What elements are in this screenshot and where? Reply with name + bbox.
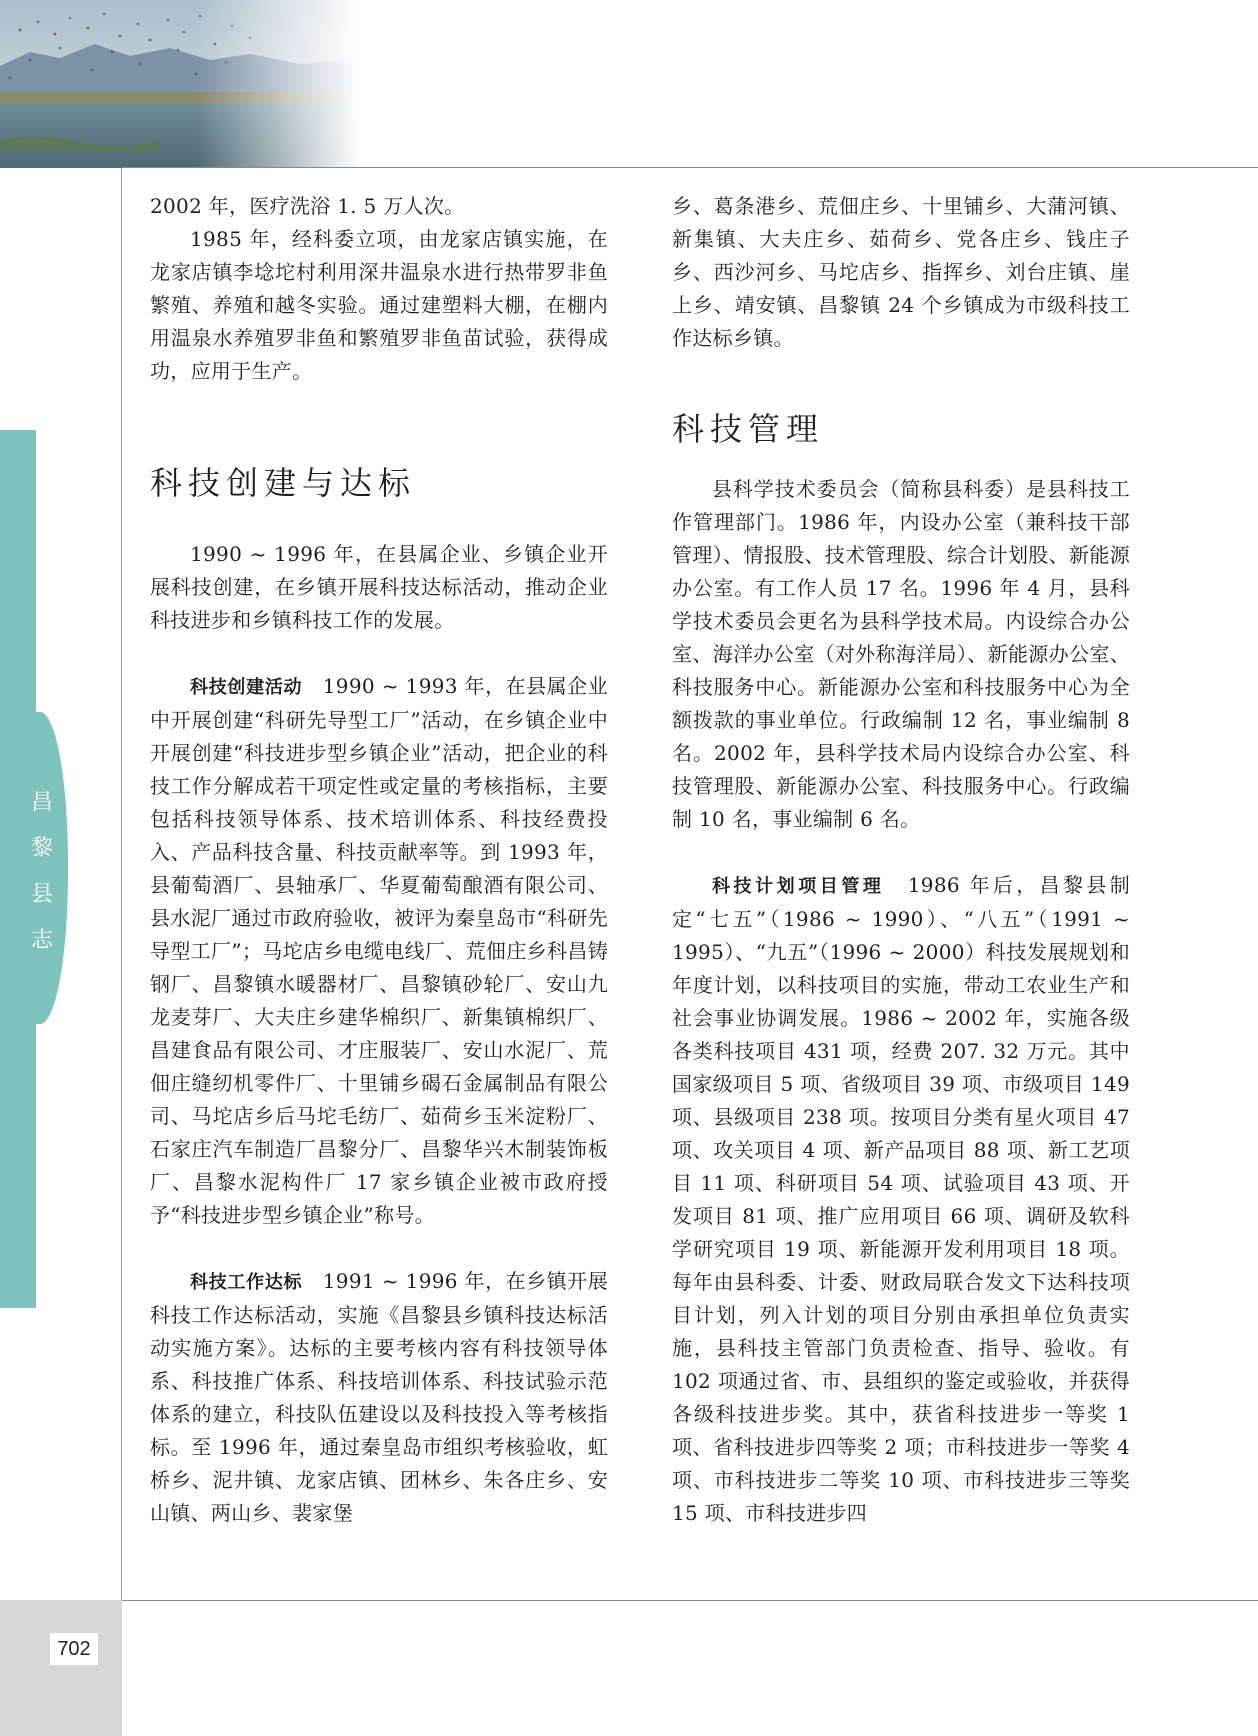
subheading-keyword: 科技计划项目管理 [712, 876, 885, 897]
side-title-char: 县 [30, 882, 53, 907]
paragraph: 乡、葛条港乡、荒佃庄乡、十里铺乡、大蒲河镇、新集镇、大夫庄乡、茹荷乡、党各庄乡、钱庄子乡、西沙河乡、马坨店乡、指挥乡、刘台庄镇、崖上乡、靖安镇、昌黎镇 24 个乡镇成为市级科技工作达标乡镇。 [672, 194, 1130, 350]
page-number: 702 [50, 1633, 98, 1665]
left-column [150, 190, 608, 1530]
header-rule [122, 167, 1258, 168]
footer-band [0, 1600, 122, 1736]
side-title-char: 志 [30, 928, 53, 953]
subheading-keyword: 科技工作达标 [190, 1272, 303, 1293]
section-heading: 科技创建与达标 [150, 464, 417, 502]
paragraph: 2002 年，医疗洗浴 1. 5 万人次。 [150, 194, 465, 218]
margin-rule [121, 168, 122, 1600]
subheading-keyword: 科技创建活动 [190, 677, 303, 698]
paragraph: 1990 ~ 1996 年，在县属企业、乡镇企业开展科技创建，在乡镇开展科技达标活动，推动企业科技进步和乡镇科技工作的发展。 [150, 542, 608, 632]
side-title-char: 昌 [30, 790, 53, 815]
paragraph [672, 869, 1130, 1530]
side-title-char: 黎 [30, 836, 53, 861]
paragraph: 1985 年，经科委立项，由龙家店镇实施，在龙家店镇李埝坨村利用深井温泉水进行热带罗非鱼繁殖、养殖和越冬实验。通过建塑料大棚，在棚内用温泉水养殖罗非鱼和繁殖罗非鱼苗试验，获得成功，应用于生产。 [150, 227, 608, 383]
section-heading: 科技管理 [672, 410, 825, 448]
side-title [24, 780, 60, 964]
header-landscape-photo [0, 0, 360, 168]
paragraph [150, 1265, 608, 1530]
right-column [672, 190, 1130, 1530]
paragraph [150, 670, 608, 1232]
paragraph: 县科学技术委员会（简称县科委）是县科技工作管理部门。1986 年，内设办公室（兼科技干部管理）、情报股、技术管理股、综合计划股、新能源办公室。有工作人员 17 名。1996 年 4 月，县科学技术委员会更名为县科学技术局。内设综合办公室、海洋办公室（对外称海洋局）、新能源办公室、科技服务中心。新能源办公室和科技服务中心为全额拨款的事业单位。行政编制 12 名，事业编制 8 名。2002 年，县科学技术局内设综合办公室、科技管理股、新能源办公室、科技服务中心。行政编制 10 名，事业编制 6 名。 [672, 477, 1130, 831]
paragraph-text: 1990 ~ 1993 年，在县属企业中开展创建“科研先导型工厂”活动，在乡镇企业中开展创建“科技进步型乡镇企业”活动，把企业的科技工作分解成若干项定性或定量的考核指标，主要包括科技领导体系、技术培训体系、科技经费投入、产品科技含量、科技贡献率等。到 1993 年，县葡萄酒厂、县轴承厂、华夏葡萄酿酒有限公司、县水泥厂通过市政府验收，被评为秦皇岛市“科研先导型工厂”；马坨店乡电缆电线厂、荒佃庄乡科昌铸钢厂、昌黎镇水暖器材厂、昌黎镇砂轮厂、安山九龙麦芽厂、大夫庄乡建华棉织厂、新集镇棉织厂、昌建食品有限公司、才庄服装厂、安山水泥厂、荒佃庄缝纫机零件厂、十里铺乡碣石金属制品有限公司、马坨店乡后马坨毛纺厂、茹荷乡玉米淀粉厂、石家庄汽车制造厂昌黎分厂、昌黎华兴木制装饰板厂、昌黎水泥构件厂 17 家乡镇企业被市政府授予“科技进步型乡镇企业”称号。 [150, 674, 608, 1227]
paragraph-text: 1986 年后，昌黎县制定“七五”（1986 ~ 1990）、“八五”（1991 ~ 1995）、“九五”（1996 ~ 2000）科技发展规划和年度计划，以科技项目的实施，带动工农业生产和社会事业协调发展。1986 ~ 2002 年，实施各级各类科技项目 431 项，经费 207. 32 万元。其中国家级项目 5 项、省级项目 39 项、市级项目 149 项、县级项目 238 项。按项目分类有星火项目 47 项、攻关项目 4 项、新产品项目 88 项、新工艺项目 11 项、科研项目 54 项、试验项目 43 项、开发项目 81 项、推广应用项目 66 项、调研及软科学研究项目 19 项、新能源开发利用项目 18 项。每年由县科委、计委、财政局联合发文下达科技项目计划，列入计划的项目分别由承担单位负责实施，县科技主管部门负责检查、指导、验收。有 102 项通过省、市、县组织的鉴定或验收，并获得各级科技进步奖。其中，获省科技进步一等奖 1 项、省科技进步四等奖 2 项；市科技进步一等奖 4 项、市科技进步二等奖 10 项、市科技进步三等奖 15 项、市科技进步四 [672, 873, 1130, 1525]
paragraph-text: 1991 ~ 1996 年，在乡镇开展科技工作达标活动，实施《昌黎县乡镇科技达标活动实施方案》。达标的主要考核内容有科技领导体系、科技推广体系、科技培训体系、科技试验示范体系的建立，科技队伍建设以及科技投入等考核指标。至 1996 年，通过秦皇岛市组织考核验收，虹桥乡、泥井镇、龙家店镇、团林乡、朱各庄乡、安山镇、两山乡、裴家堡 [150, 1269, 608, 1525]
footer-rule [122, 1600, 1258, 1601]
